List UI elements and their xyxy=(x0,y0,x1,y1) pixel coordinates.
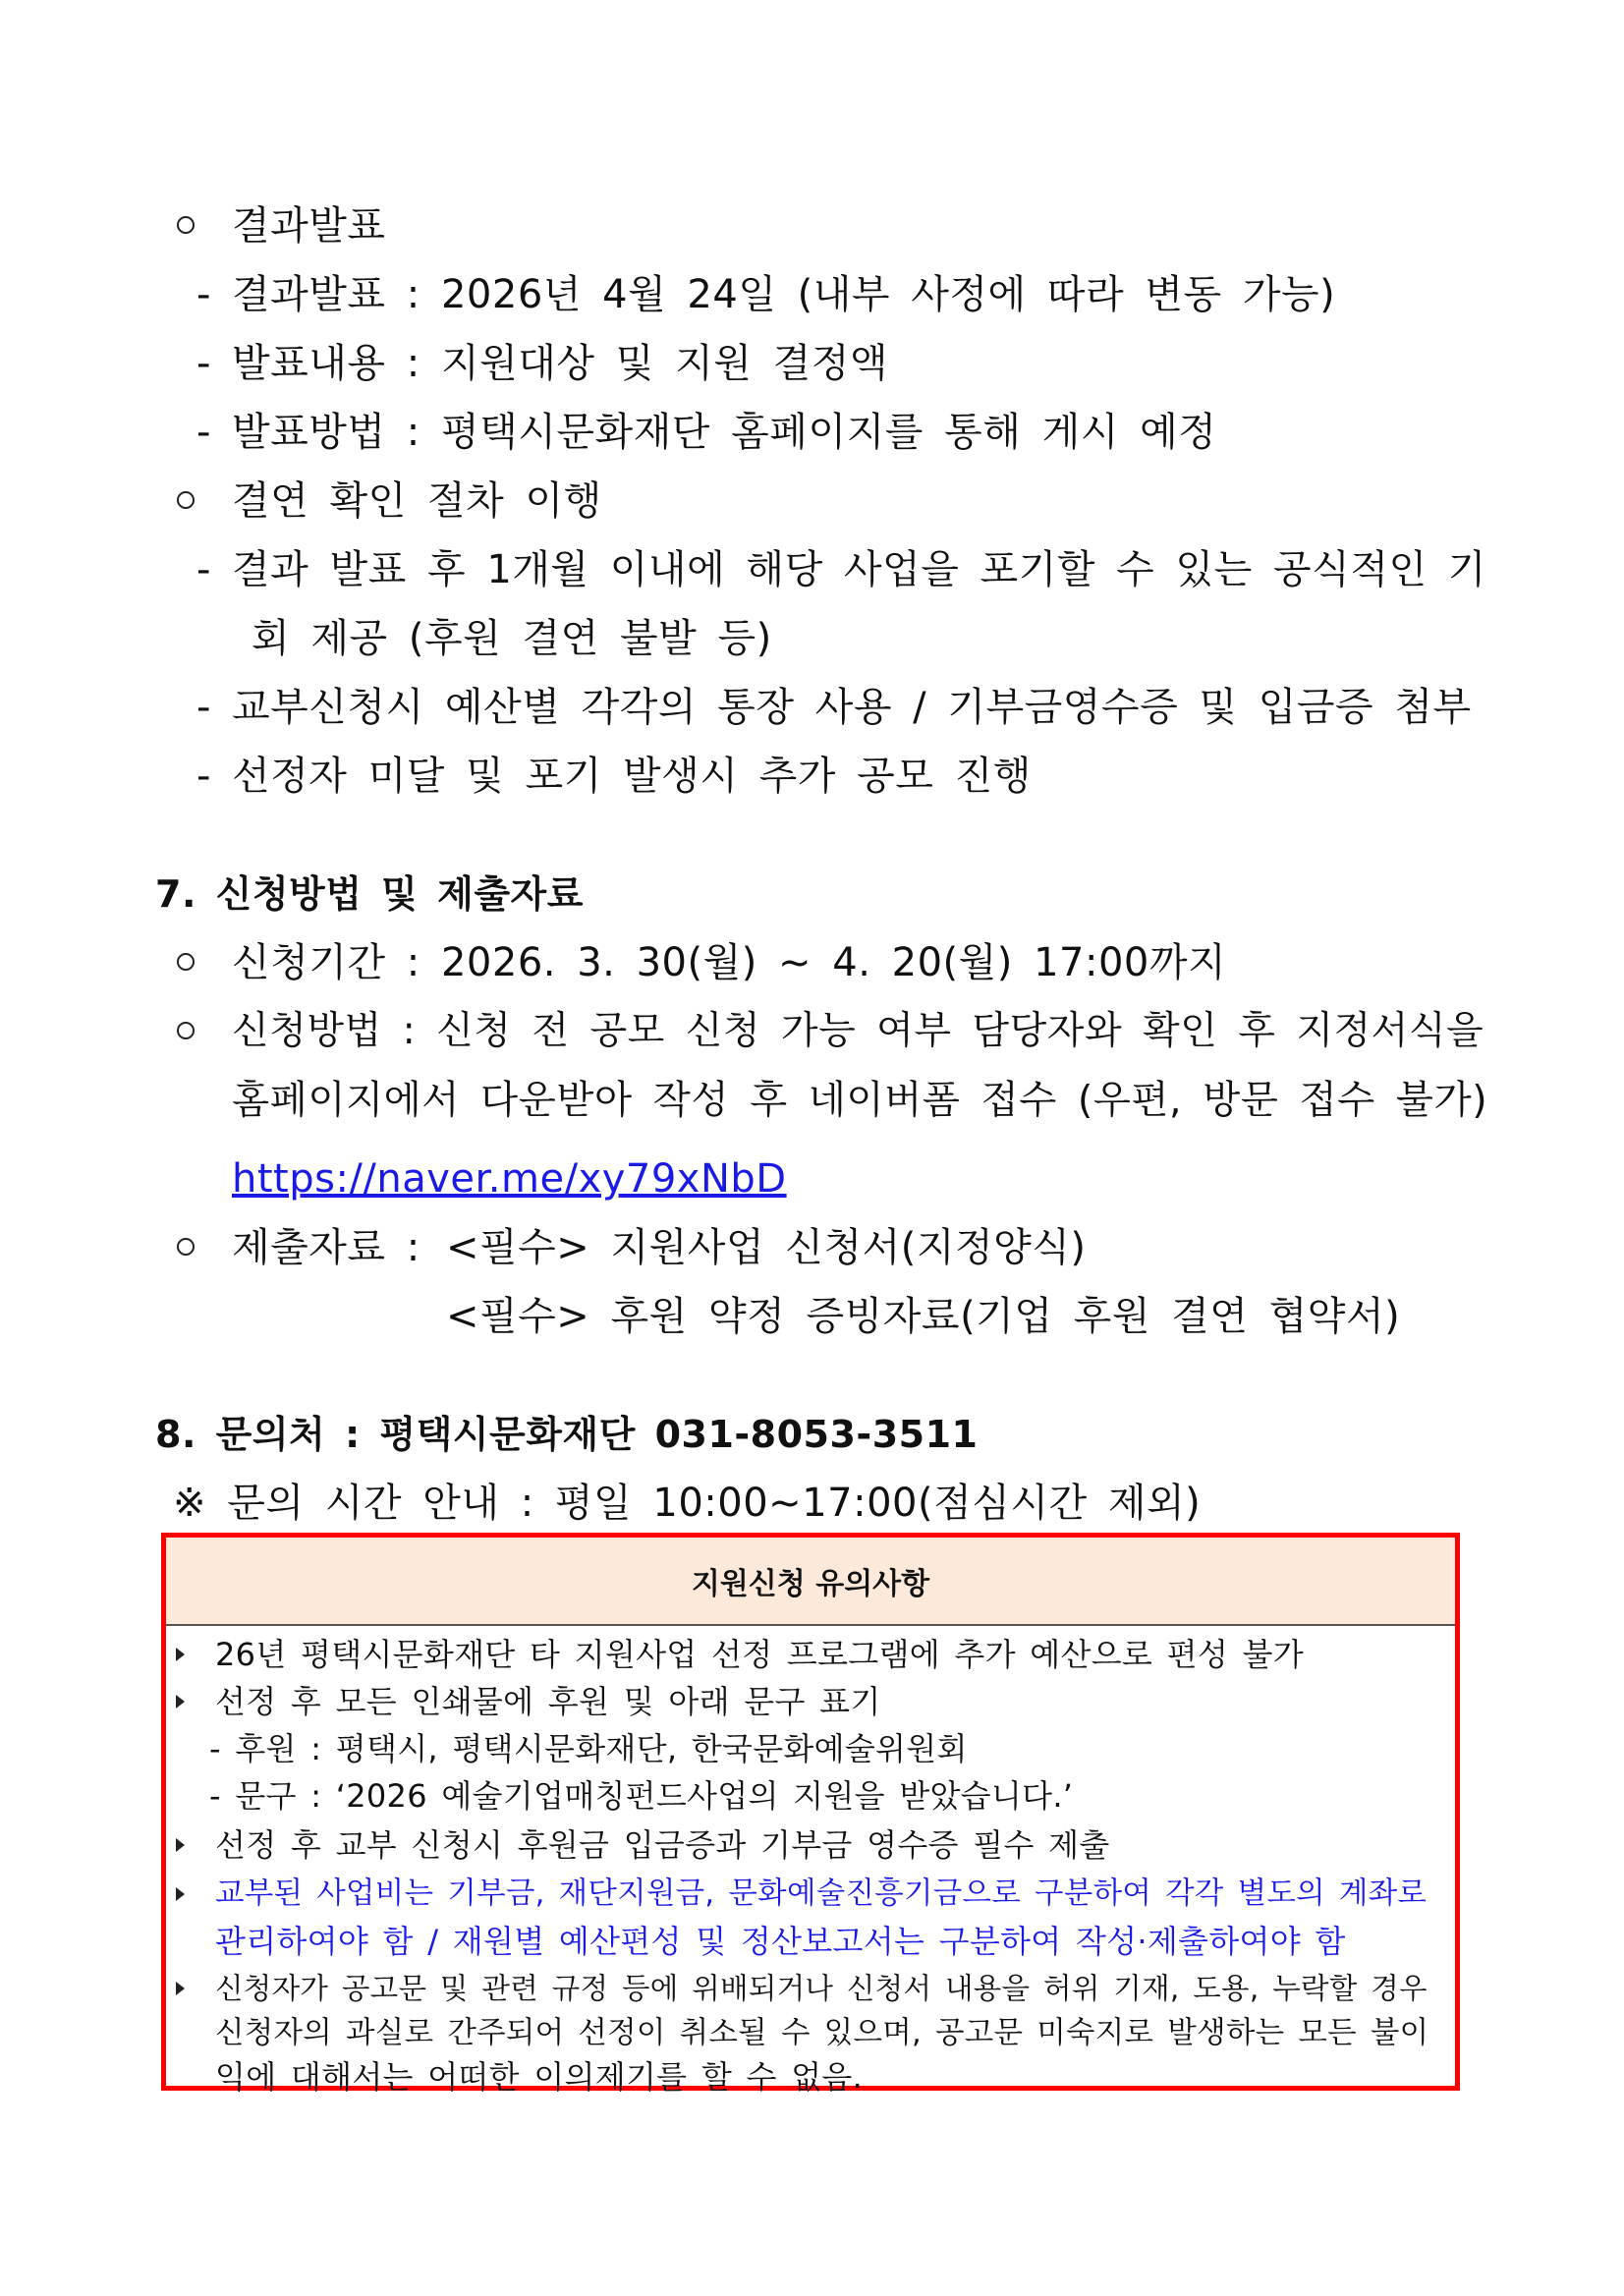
section-7-heading: 7. 신청방법 및 제출자료 xyxy=(155,872,584,916)
notice-item-5-line-3: 익에 대해서는 어떠한 이의제기를 할 수 없음. xyxy=(215,2058,864,2096)
confirm-line-1: 결과 발표 후 1개월 이내에 해당 사업을 포기할 수 있는 공식적인 기 xyxy=(232,547,1486,592)
notice-box xyxy=(161,1533,1460,2096)
application-method-line-1: 신청방법 : 신청 전 공모 신청 가능 여부 담당자와 확인 후 지정서식을 xyxy=(232,1009,1484,1053)
notice-item-2: 선정 후 모든 인쇄물에 후원 및 아래 문구 표기 xyxy=(215,1683,881,1720)
triangle-bullet-icon xyxy=(176,1872,185,1917)
dash-bullet: - xyxy=(196,341,211,386)
notice-item-5-line-1: 신청자가 공고문 및 관련 규정 등에 위배되거나 신청서 내용을 허위 기재, 도용, 누락할 경우 xyxy=(215,1972,1428,2005)
circle-bullet-icon xyxy=(177,1220,195,1275)
dash-bullet: - xyxy=(196,754,211,799)
result-date: 결과발표 : 2026년 4월 24일 (내부 사정에 따라 변동 가능) xyxy=(232,272,1336,317)
dash-bullet: - xyxy=(196,685,211,730)
triangle-bullet-icon xyxy=(176,1632,185,1677)
documents-item-1: <필수> 지원사업 신청서(지정양식) xyxy=(446,1225,1087,1270)
dash-bullet: - xyxy=(196,410,211,455)
circle-bullet-icon xyxy=(177,474,195,529)
notice-item-5-line-2: 신청자의 과실로 간주되어 선정이 취소될 수 있으며, 공고문 미숙지로 발생하는 모든 불이 xyxy=(215,2016,1429,2050)
documents-label: 제출자료 : xyxy=(232,1225,420,1270)
circle-bullet-icon xyxy=(177,198,195,253)
result-method: 발표방법 : 평택시문화재단 홈페이지를 통해 게시 예정 xyxy=(232,410,1217,455)
notice-title: 지원신청 유의사항 xyxy=(166,1538,1455,1626)
notice-item-4-line-1: 교부된 사업비는 기부금, 재단지원금, 문화예술진흥기금으로 구분하여 각각 별도의 계좌로 xyxy=(215,1876,1428,1911)
dash-bullet: - xyxy=(196,272,211,317)
application-method-line-2: 홈페이지에서 다운받아 작성 후 네이버폼 접수 (우편, 방문 접수 불가) xyxy=(232,1078,1488,1123)
notice-item-4-line-2: 관리하여야 함 / 재원별 예산편성 및 정산보고서는 구분하여 작성·제출하여야 함 xyxy=(215,1923,1346,1960)
triangle-bullet-icon xyxy=(176,1822,185,1868)
circle-bullet-icon xyxy=(177,935,195,990)
result-content: 발표내용 : 지원대상 및 지원 결정액 xyxy=(232,341,889,386)
naver-form-link[interactable]: https://naver.me/xy79xNbD xyxy=(232,1156,787,1202)
confirm-line-2: 교부신청시 예산별 각각의 통장 사용 / 기부금영수증 및 입금증 첨부 xyxy=(232,685,1472,730)
notice-item-2-sponsor: - 후원 : 평택시, 평택시문화재단, 한국문화예술위원회 xyxy=(209,1730,968,1767)
section-8-heading: 8. 문의처 : 평택시문화재단 031-8053-3511 xyxy=(155,1413,979,1456)
triangle-bullet-icon xyxy=(176,1966,185,2011)
result-title: 결과발표 xyxy=(232,203,386,249)
notice-item-3: 선정 후 교부 신청시 후원금 입금증과 기부금 영수증 필수 제출 xyxy=(215,1826,1110,1864)
naver-form-link-wrap xyxy=(232,1151,787,1206)
notice-item-2-phrase: - 문구 : ‘2026 예술기업매칭펀드사업의 지원을 받았습니다.’ xyxy=(209,1777,1074,1815)
inquiry-hours: ※ 문의 시간 안내 : 평일 10:00~17:00(점심시간 제외) xyxy=(173,1481,1202,1526)
application-period: 신청기간 : 2026. 3. 30(월) ~ 4. 20(월) 17:00까지 xyxy=(232,940,1227,985)
dash-bullet: - xyxy=(196,547,211,592)
notice-item-1: 26년 평택시문화재단 타 지원사업 선정 프로그램에 추가 예산으로 편성 불가 xyxy=(215,1636,1304,1673)
documents-item-2: <필수> 후원 약정 증빙자료(기업 후원 결연 협약서) xyxy=(446,1294,1401,1339)
circle-bullet-icon xyxy=(177,1004,195,1059)
confirm-line-1-cont: 회 제공 (후원 결연 불발 등) xyxy=(252,616,772,661)
triangle-bullet-icon xyxy=(176,1679,185,1724)
confirm-title: 결연 확인 절차 이행 xyxy=(232,478,602,524)
confirm-line-3: 선정자 미달 및 포기 발생시 추가 공모 진행 xyxy=(232,754,1032,799)
